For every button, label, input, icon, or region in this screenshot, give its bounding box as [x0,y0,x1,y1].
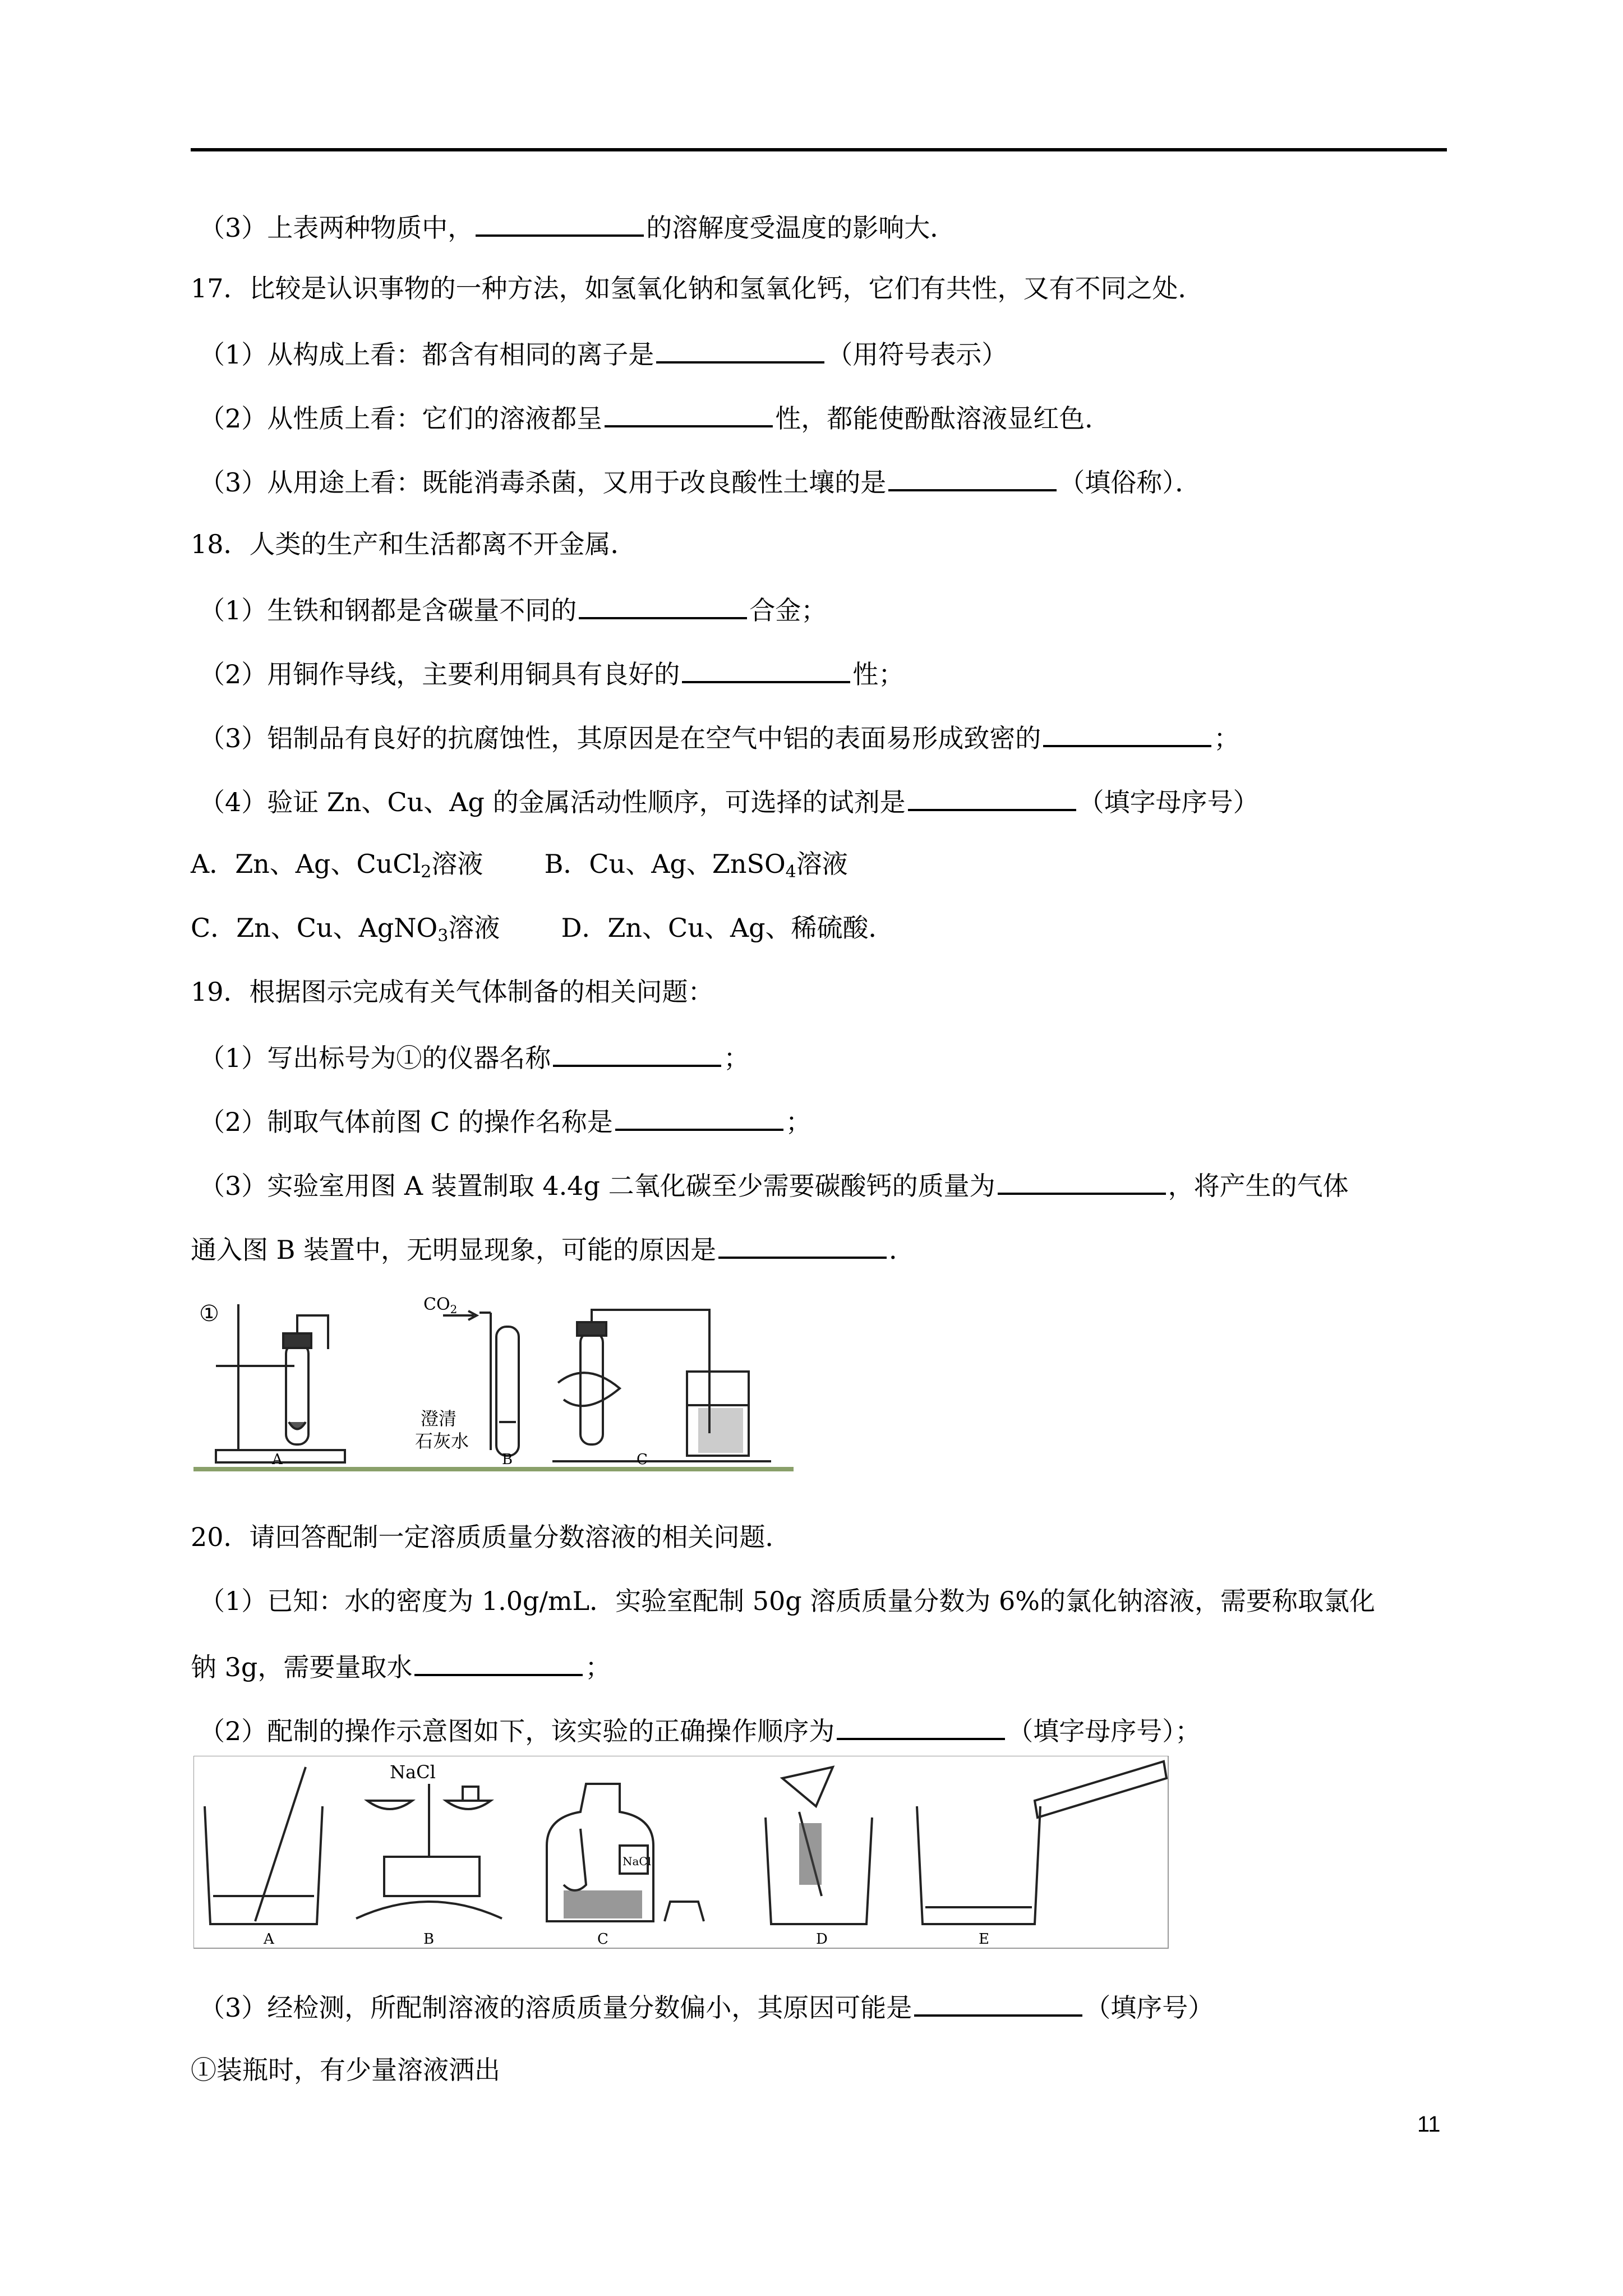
figure-label-d: D [816,1931,828,1948]
co2-label: $CO_2$ [423,1295,458,1316]
q17-part2: （2）从性质上看：它们的溶液都呈 性，都能使酚酞溶液显红色． [199,399,1110,435]
q20-part2: （2）配制的操作示意图如下，该实验的正确操作顺序为 （填字母序号）； [199,1712,1201,1748]
limewater-label-1: 澄清 [421,1408,457,1429]
answer-blank[interactable] [605,399,773,427]
q20-part3: （3）经检测，所配制溶液的溶质质量分数偏小，其原因可能是 （填序号） [199,1989,1214,2024]
option-d[interactable]: D．Zn、Cu、Ag、稀硫酸． [561,913,895,943]
answer-blank[interactable] [888,463,1057,491]
q18-part2: （2）用铜作导线，主要利用铜具有良好的 性； [199,655,904,691]
answer-blank[interactable] [1043,719,1211,747]
step-a-beaker-stirring [205,1767,322,1924]
solution-preparation-figure [193,1756,1169,1949]
figure-baseline [193,1467,794,1471]
figure-label-a: A [272,1451,283,1468]
q18-options-row1 [191,847,848,889]
marker-1-label: ① [199,1301,219,1327]
gas-apparatus-figure [193,1282,794,1481]
answer-blank[interactable] [553,1039,721,1067]
figure-label-c: C [637,1451,648,1468]
q19-part3: （3）实验室用图 A 装置制取 4.4g 二氧化碳至少需要碳酸钙的质量为 ，将产生的气体 [199,1167,1349,1203]
q18-options-row2 [191,911,895,953]
answer-blank[interactable] [579,591,747,619]
q18-stem: 18．人类的生产和生活都离不开金属． [191,529,637,559]
step-b-balance [356,1784,502,1918]
option-b[interactable]: B．Cu、Ag、ZnSO$_4$溶液 [544,849,848,882]
answer-blank[interactable] [837,1712,1005,1740]
q16-part3: （3）上表两种物质中， 的溶解度受温度的影响大． [199,209,956,245]
q18-part4: （4）验证 Zn、Cu、Ag 的金属活动性顺序，可选择的试剂是 （填字母序号） [199,783,1259,819]
q19-part2: （2）制取气体前图 C 的操作名称是 ； [199,1103,811,1139]
figure-label-b: B [423,1931,435,1948]
header-rule [191,148,1447,151]
q20-item-1: ①装瓶时，有少量溶液洒出 [191,2055,500,2085]
q19-stem: 19．根据图示完成有关气体制备的相关问题： [191,977,714,1007]
answer-blank[interactable] [908,783,1076,811]
answer-blank[interactable] [615,1103,783,1131]
q17-stem: 17．比较是认识事物的一种方法，如氢氧化钠和氢氧化钙，它们有共性，又有不同之处． [191,273,1204,303]
answer-blank[interactable] [914,1989,1082,2017]
answer-blank[interactable] [718,1231,887,1259]
q17-part3: （3）从用途上看：既能消毒杀菌，又用于改良酸性土壤的是 （填俗称）． [199,463,1201,499]
q19-part3-continued: 通入图 B 装置中，无明显现象，可能的原因是 ． [191,1231,915,1267]
limewater-label-2: 石灰水 [415,1430,469,1452]
answer-blank[interactable] [656,335,824,364]
step-e-pour-water [917,1761,1166,1924]
q18-part1: （1）生铁和钢都是含碳量不同的 合金； [199,591,827,627]
q17-part1: （1）从构成上看：都含有相同的离子是 （用符号表示） [199,335,1007,371]
bottle-label: NaCl [623,1855,652,1868]
figure-frame [193,1756,1168,1948]
option-c[interactable]: C．Zn、Cu、AgNO$_3$溶液 [191,913,500,946]
q20-part1-continued: 钠 3g，需要量取水 ； [191,1648,611,1684]
answer-blank[interactable] [476,209,644,237]
figure-label-e: E [979,1931,989,1948]
figure-label-b: B [502,1451,513,1468]
answer-blank[interactable] [414,1648,583,1676]
q19-part1: （1）写出标号为①的仪器名称 ； [199,1039,749,1075]
nacl-label: NaCl [390,1761,436,1783]
q20-part1: （1）已知：水的密度为 1.0g/mL．实验室配制 50g 溶质质量分数为 6%的氯化钠溶液，需要称取氯化 [199,1586,1375,1616]
answer-blank[interactable] [682,655,850,683]
option-a[interactable]: A．Zn、Ag、CuCl$_2$溶液 [191,849,483,882]
answer-blank[interactable] [998,1167,1166,1195]
q20-stem: 20．请回答配制一定溶质质量分数溶液的相关问题． [191,1522,791,1552]
figure-label-a: A [264,1931,274,1948]
q18-part3: （3）铝制品有良好的抗腐蚀性，其原因是在空气中铝的表面易形成致密的 ； [199,719,1239,755]
apparatus-a-iron-stand [216,1304,345,1462]
figure-label-c: C [597,1931,608,1948]
page-number: 11 [1417,2112,1441,2137]
